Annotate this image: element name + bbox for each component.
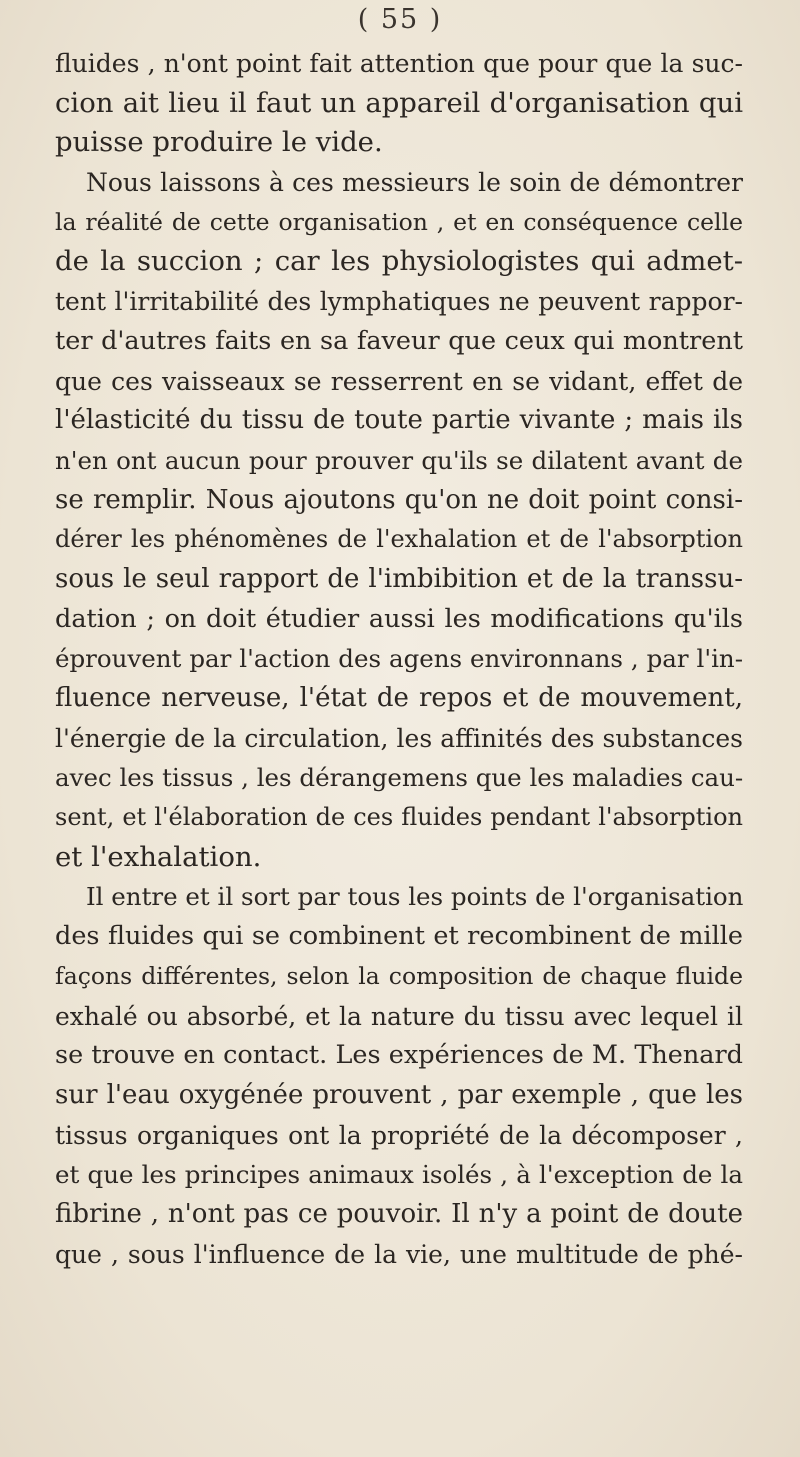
text-line: fibrine , n'ont pas ce pouvoir. Il n'y a point de doute <box>55 1198 743 1229</box>
page-number: ( 55 ) <box>357 4 443 35</box>
text-line: l'élasticité du tissu de toute partie vivante ; mais ils <box>55 405 743 436</box>
text-line: Il entre et il sort par tous les points de l'organisation <box>86 882 743 912</box>
text-line: et que les principes animaux isolés , à l'exception de la <box>55 1160 743 1190</box>
text-line: cion ait lieu il faut un appareil d'organisation qui <box>55 86 743 119</box>
text-line: éprouvent par l'action des agens environnans , par l'in- <box>55 644 743 674</box>
text-line: la réalité de cette organisation , et en conséquence celle <box>55 207 743 236</box>
text-line: tent l'irritabilité des lymphatiques ne peuvent rappor- <box>55 287 743 317</box>
text-line: fluides , n'ont point fait attention que pour que la suc- <box>55 49 743 78</box>
text-line: des fluides qui se combinent et recombinent de mille <box>55 921 743 952</box>
text-line: avec les tissus , les dérangemens que les maladies cau- <box>55 763 743 793</box>
text-line: fluence nerveuse, l'état de repos et de mouvement, <box>55 683 743 713</box>
text-line: sent, et l'élaboration de ces fluides pendant l'absorption <box>55 803 743 832</box>
text-line: que ces vaisseaux se resserrent en se vidant, effet de <box>55 366 743 396</box>
text-line: sous le seul rapport de l'imbibition et de la transsu- <box>55 563 743 594</box>
text-line: puisse produire le vide. <box>55 126 383 159</box>
text-line: dation ; on doit étudier aussi les modifications qu'ils <box>55 603 743 634</box>
text-line: dérer les phénomènes de l'exhalation et de l'absorption <box>55 525 743 554</box>
text-line: l'énergie de la circulation, les affinités des substances <box>55 723 743 753</box>
text-line: se trouve en contact. Les expériences de M. Thenard <box>55 1040 743 1071</box>
text-line: tissus organiques ont la propriété de la décomposer , <box>55 1120 743 1150</box>
text-line: ter d'autres faits en sa faveur que ceux qui montrent <box>55 325 743 356</box>
text-line: Nous laissons à ces messieurs le soin de démontrer <box>86 168 743 198</box>
text-line: de la succion ; car les physiologistes qui admet- <box>55 245 743 278</box>
text-line: et l'exhalation. <box>55 840 262 873</box>
text-line: sur l'eau oxygénée prouvent , par exemple , que les <box>55 1079 743 1110</box>
text-line: que , sous l'influence de la vie, une multitude de phé- <box>55 1239 743 1269</box>
text-line: façons différentes, selon la composition de chaque fluide <box>55 961 743 990</box>
text-line: se remplir. Nous ajoutons qu'on ne doit point consi- <box>55 484 743 515</box>
text-line: n'en ont aucun pour prouver qu'ils se dilatent avant de <box>55 445 743 475</box>
body-text <box>55 44 743 1274</box>
text-line: exhalé ou absorbé, et la nature du tissu avec lequel il <box>55 1001 743 1031</box>
